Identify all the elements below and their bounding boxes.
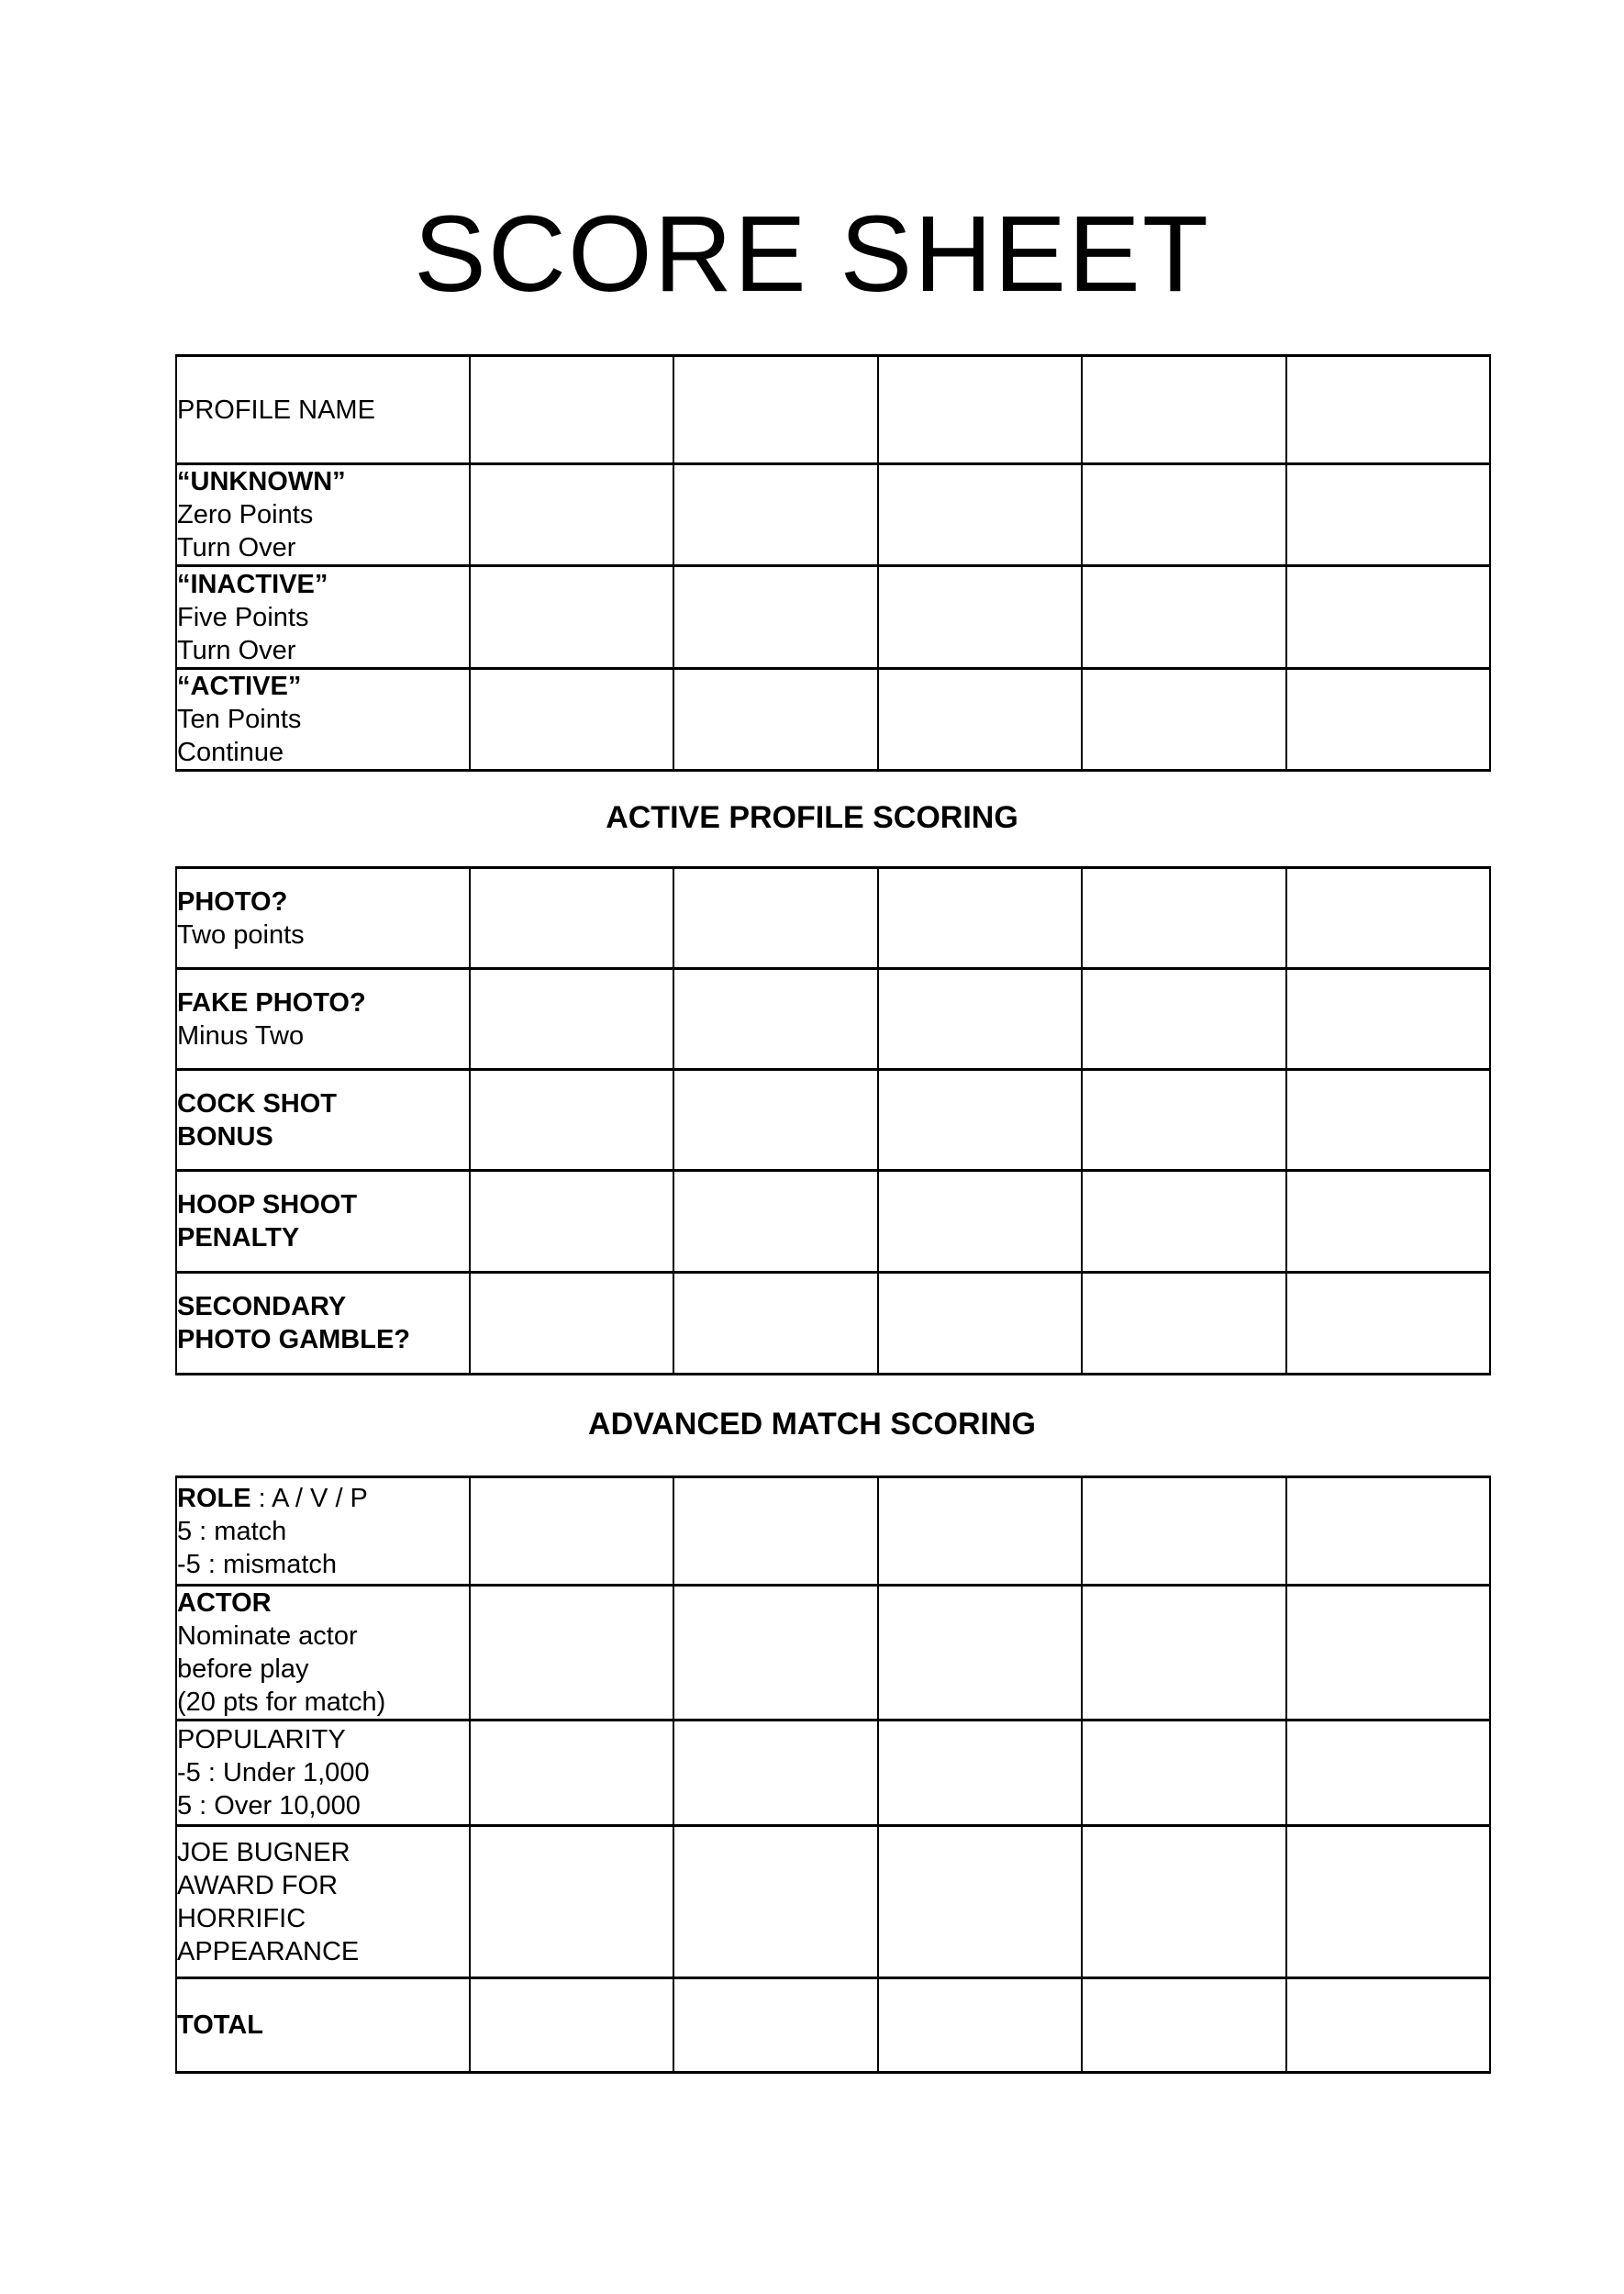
row-label-line: PHOTO?	[177, 886, 288, 917]
row-label-line: “UNKNOWN”	[177, 467, 346, 496]
score-cell	[1286, 464, 1490, 566]
section-header-active-profile-scoring: ACTIVE PROFILE SCORING	[606, 800, 1018, 835]
table-row	[176, 1720, 1490, 1826]
score-cell	[673, 1978, 877, 2073]
row-label-line: AWARD FOR	[177, 1870, 339, 1900]
score-cell	[470, 1171, 673, 1273]
score-cell	[470, 868, 673, 969]
role-options: : A / V / P	[250, 1483, 368, 1513]
score-cell	[673, 1477, 877, 1586]
score-cell	[1082, 969, 1285, 1070]
row-label-line: Nominate actor	[177, 1621, 358, 1651]
advanced-match-scoring-table	[175, 1476, 1491, 2074]
score-cell	[470, 1477, 673, 1586]
row-label-line: Two points	[177, 919, 305, 950]
row-label-total	[176, 1978, 470, 2073]
score-cell	[1082, 464, 1285, 566]
row-label-line: JOE BUGNER	[177, 1837, 350, 1867]
score-cell	[878, 566, 1082, 669]
row-label-line: Minus Two	[177, 1020, 305, 1051]
row-label-line: Ten Points	[177, 705, 302, 734]
row-label-joe-bugner-award	[176, 1826, 470, 1978]
score-cell	[878, 1273, 1082, 1375]
row-label-line: Zero Points	[177, 500, 314, 529]
row-label-actor	[176, 1586, 470, 1720]
row-label-line: “INACTIVE”	[177, 569, 328, 599]
row-label-popularity	[176, 1720, 470, 1826]
score-cell	[470, 1273, 673, 1375]
score-cell	[1082, 1826, 1285, 1978]
score-cell	[673, 464, 877, 566]
table-row	[176, 969, 1490, 1070]
score-cell	[1082, 1720, 1285, 1826]
score-cell	[470, 1720, 673, 1826]
row-label-fake-photo	[176, 969, 470, 1070]
score-cell	[673, 1720, 877, 1826]
row-label-line: -5 : Under 1,000	[177, 1758, 370, 1787]
score-cell	[878, 1171, 1082, 1273]
row-label-unknown	[176, 464, 470, 566]
score-cell	[1286, 1978, 1490, 2073]
table-row	[176, 1070, 1490, 1171]
table-row	[176, 1477, 1490, 1586]
score-cell	[1286, 566, 1490, 669]
score-cell	[470, 1070, 673, 1171]
row-label-line: -5 : mismatch	[177, 1549, 338, 1579]
score-cell	[1286, 356, 1490, 464]
score-cell	[878, 669, 1082, 771]
score-cell	[470, 356, 673, 464]
score-cell	[470, 969, 673, 1070]
score-cell	[470, 566, 673, 669]
row-label-line: PENALTY	[177, 1223, 300, 1253]
row-label-line: BONUS	[177, 1121, 273, 1152]
score-cell	[878, 1586, 1082, 1720]
score-cell	[1082, 1586, 1285, 1720]
row-label-line: FAKE PHOTO?	[177, 987, 366, 1018]
score-cell	[878, 1477, 1082, 1586]
score-cell	[878, 1070, 1082, 1171]
score-cell	[673, 868, 877, 969]
table-row	[176, 868, 1490, 969]
score-cell	[878, 969, 1082, 1070]
active-profile-scoring-table	[175, 866, 1491, 1375]
score-cell	[1286, 1586, 1490, 1720]
row-label-hoop-shoot-penalty	[176, 1171, 470, 1273]
row-label-line: Continue	[177, 738, 284, 767]
score-cell	[673, 969, 877, 1070]
row-label-active	[176, 669, 470, 771]
row-label-line: Five Points	[177, 602, 309, 632]
score-cell	[673, 566, 877, 669]
table-row	[176, 1586, 1490, 1720]
section-header-advanced-match-scoring: ADVANCED MATCH SCORING	[588, 1407, 1036, 1442]
row-label-line: 5 : Over 10,000	[177, 1791, 361, 1821]
score-cell	[1082, 356, 1285, 464]
score-cell	[878, 1720, 1082, 1826]
table-row	[176, 1171, 1490, 1273]
score-cell	[470, 464, 673, 566]
row-label-line: SECONDARY	[177, 1292, 347, 1321]
table-row	[176, 1273, 1490, 1375]
table-row	[176, 356, 1490, 464]
score-cell	[470, 1978, 673, 2073]
score-cell	[1286, 1720, 1490, 1826]
role-word: ROLE	[177, 1483, 251, 1513]
score-cell	[1082, 1477, 1285, 1586]
table-row	[176, 464, 1490, 566]
score-cell	[1082, 1273, 1285, 1375]
row-label-photo	[176, 868, 470, 969]
score-cell	[1286, 868, 1490, 969]
page-title: SCORE SHEET	[414, 194, 1210, 315]
score-cell	[673, 1171, 877, 1273]
score-cell	[1082, 868, 1285, 969]
score-cell	[878, 868, 1082, 969]
score-cell	[673, 356, 877, 464]
row-label-line: TOTAL	[177, 2010, 263, 2040]
score-cell	[1082, 669, 1285, 771]
row-label-line: 5 : match	[177, 1516, 287, 1546]
score-cell	[1082, 1978, 1285, 2073]
row-label-line	[177, 1482, 469, 1515]
score-cell	[1082, 1171, 1285, 1273]
row-label-line: POPULARITY	[177, 1725, 346, 1754]
row-label-profile-name	[176, 356, 470, 464]
row-label-line: HORRIFIC	[177, 1903, 306, 1933]
table-row	[176, 1978, 1490, 2073]
row-label-role	[176, 1477, 470, 1586]
row-label-line: Turn Over	[177, 533, 296, 562]
row-label-cock-shot-bonus	[176, 1070, 470, 1171]
score-cell	[1286, 1826, 1490, 1978]
score-cell	[1082, 566, 1285, 669]
table-row	[176, 669, 1490, 771]
row-label-line: APPEARANCE	[177, 1936, 360, 1966]
row-label-secondary-photo-gamble	[176, 1273, 470, 1375]
row-label-line: Turn Over	[177, 635, 296, 665]
score-cell	[673, 1826, 877, 1978]
score-cell	[1286, 1171, 1490, 1273]
row-label-line: “ACTIVE”	[177, 672, 302, 701]
score-cell	[1082, 1070, 1285, 1171]
score-cell	[878, 464, 1082, 566]
table-row	[176, 1826, 1490, 1978]
score-cell	[470, 1826, 673, 1978]
row-label-line: HOOP SHOOT	[177, 1190, 358, 1219]
score-cell	[878, 1978, 1082, 2073]
profile-status-table	[175, 354, 1491, 772]
score-cell	[470, 669, 673, 771]
score-cell	[1286, 969, 1490, 1070]
score-cell	[1286, 1477, 1490, 1586]
score-cell	[673, 1070, 877, 1171]
score-cell	[1286, 669, 1490, 771]
row-label-line: PROFILE NAME	[177, 395, 375, 425]
row-label-inactive	[176, 566, 470, 669]
score-cell	[673, 1586, 877, 1720]
score-cell	[1286, 1070, 1490, 1171]
table-row	[176, 566, 1490, 669]
score-cell	[878, 1826, 1082, 1978]
score-cell	[470, 1586, 673, 1720]
score-cell	[878, 356, 1082, 464]
row-label-line: before play	[177, 1654, 309, 1684]
score-cell	[673, 1273, 877, 1375]
row-label-line: PHOTO GAMBLE?	[177, 1325, 411, 1354]
row-label-line: COCK SHOT	[177, 1088, 337, 1119]
row-label-line: ACTOR	[177, 1588, 272, 1618]
score-cell	[1286, 1273, 1490, 1375]
row-label-line: (20 pts for match)	[177, 1687, 386, 1717]
score-cell	[673, 669, 877, 771]
